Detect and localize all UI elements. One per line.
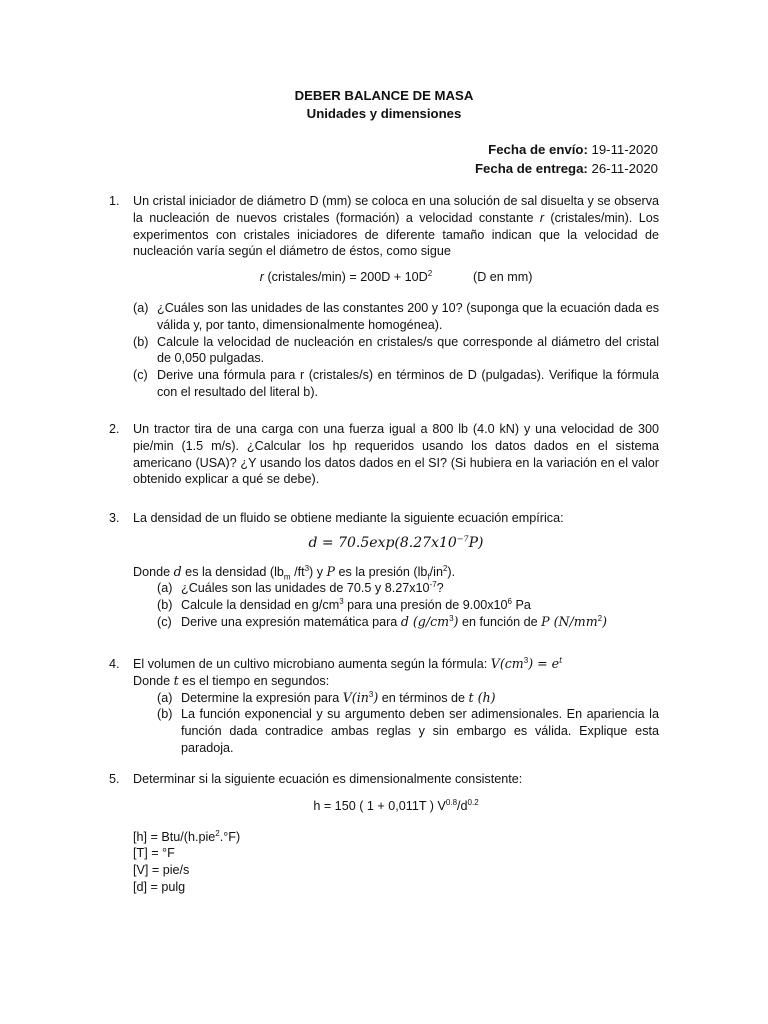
question-1 (109, 193, 659, 401)
subquestion-a: (a) ¿Cuáles son las unidades de las constantes 200 y 10? (suponga que la ecuación dada es válida y, por tanto, dimensionalmente homogénea). (133, 300, 659, 332)
question-number: 3. (109, 511, 120, 525)
question-number: 5. (109, 772, 120, 786)
dimension-item: [V] = pie/s (133, 863, 190, 878)
dimension-item: [h] = Btu/(h.pie$^2$.°F) (133, 828, 241, 844)
subquestion-b: (b) La función exponencial y su argumento deben ser adimensionales. En apariencia la función dada contradice ambas reglas y sin embargo es válida. Explique esta paradoja. (157, 707, 659, 755)
dimension-item: [d] = pulg (133, 879, 186, 894)
document-title: DEBER BALANCE DE MASA (294, 88, 474, 103)
send-date: Fecha de envío: 19-11-2020 (488, 142, 658, 157)
equation-note: (D en mm) (473, 270, 533, 285)
question-number: 2. (109, 422, 120, 436)
dimension-item: [T] = °F (133, 846, 175, 861)
question-text: Determinar si la siguiente ecuación es dimensionalmente consistente: (133, 772, 523, 786)
heat-transfer-equation: h = 150 ( 1 + 0,011T ) $V^{0.8}/d^{0.2}$ (313, 797, 479, 813)
dates-block (475, 140, 658, 178)
subquestion-b: (b) Calcule la velocidad de nucleación en cristales/s que corresponde al diámetro del cristal de 0,050 pulgadas. (133, 334, 659, 366)
question-text: La densidad de un fluido se obtiene mediante la siguiente ecuación empírica: (133, 511, 564, 525)
question-2 (109, 421, 659, 488)
question-3 (109, 510, 659, 631)
nucleation-equation: r (cristales/min) = $200D + 10D^2$ (D en mm) (259, 269, 533, 285)
subquestion-b: (b) Calcule la densidad en $g/cm^3$ para una presión de $9.00x10^6$ Pa (157, 597, 531, 613)
question-text: Un cristal iniciador de diámetro D (mm) se coloca en una solución de sal disuelta y se observa la nucleación de nuevos cristales (formación) a velocidad constante r (cristales/min). Los experimentos con cristales iniciadores de diferente tamaño indican que la velocidad de nucleación varía según el diámetro de éstos, como sigue (133, 194, 659, 259)
subquestion-c: (c) Derive una fórmula para r (cristales/s) en términos de D (pulgadas). Verifique la fórmula con el resultado del literal b). (133, 368, 659, 399)
subquestion-c: (c) Derive una expresión matemática para d $(g/cm^3)$ en función de P $(N/mm^2)$ (157, 613, 608, 629)
question-5 (109, 771, 659, 896)
question-4 (109, 656, 659, 757)
dimension-list (133, 829, 659, 896)
question-text: El volumen de un cultivo microbiano aumenta según la fórmula: $V(cm^3) = e^t$ (133, 655, 563, 671)
title-block (0, 87, 768, 123)
subquestion-a: (a) Determine la expresión para $V(in^3)$ en términos de t (h) (157, 689, 496, 705)
document-subtitle: Unidades y dimensiones (306, 106, 462, 121)
question-text: Un tractor tira de una carga con una fuerza igual a 800 lb (4.0 kN) y una velocidad de 300 pie/min (1.5 m/s). ¿Calcular los hp requeridos usando los datos dados en el sistema americano (USA)? ¿Y usando los datos dados en el SI? (Si hubiera en la variación en el valor obtenido explicar a qué se debe). (133, 422, 659, 487)
question-number: 1. (109, 194, 120, 208)
due-date: Fecha de entrega: 26-11-2020 (474, 161, 658, 176)
density-equation: $d = 70.5\exp(8.27x10^{-7}P)$ (308, 534, 484, 551)
question-number: 4. (109, 657, 120, 671)
subquestion-a: (a) ¿Cuáles son las unidades de 70.5 y $8.27x10^{-7}$? (157, 580, 444, 596)
variable-definitions: Donde t es el tiempo en segundos: (133, 672, 330, 688)
variable-definitions: Donde d es la densidad ($lb_m$ $/ft^3$) y P es la presión $(lb_f/in^2)$. (133, 563, 456, 582)
